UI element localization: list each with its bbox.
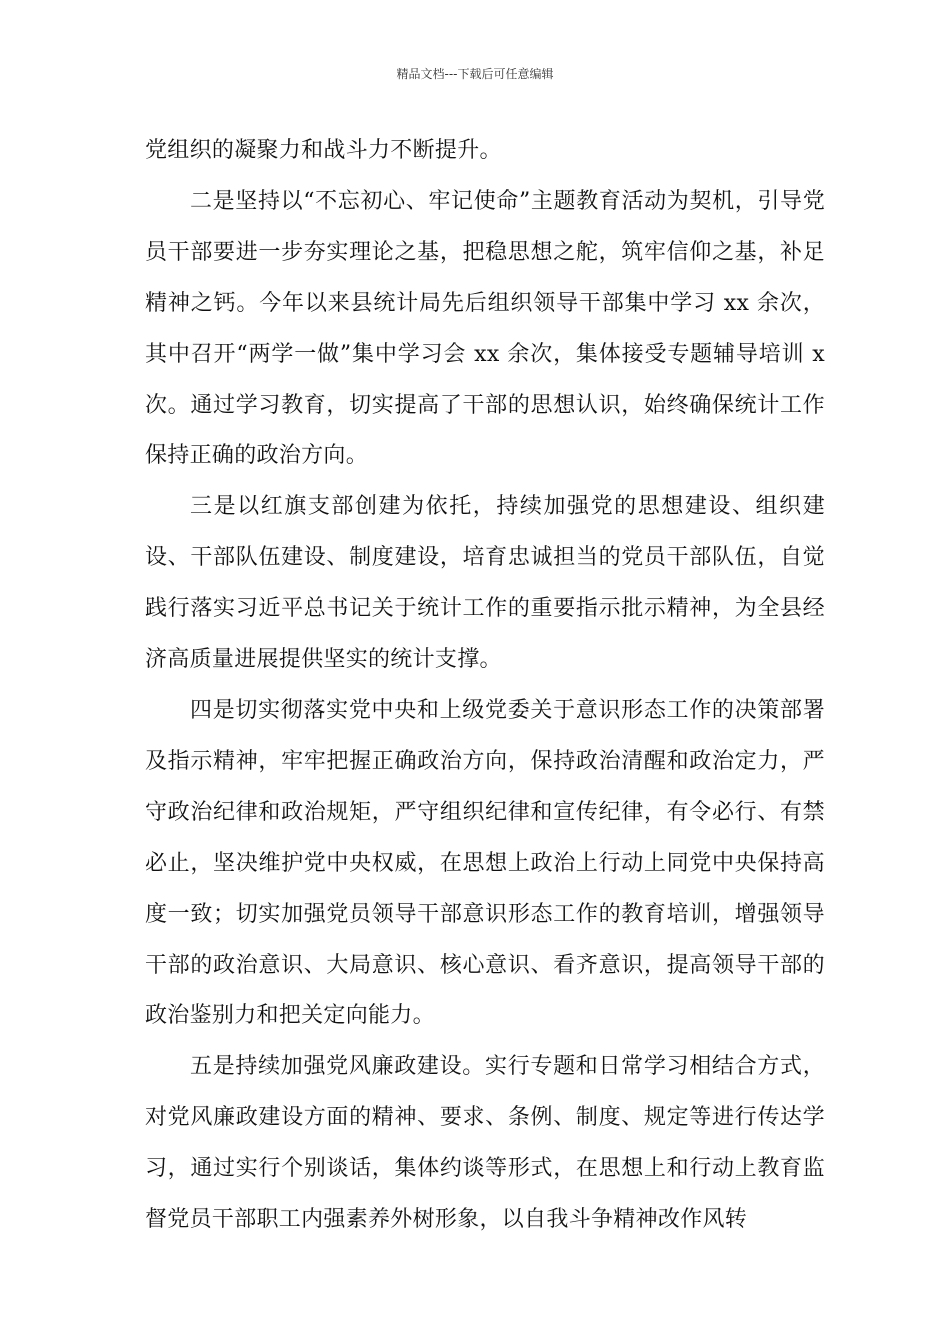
paragraph-point-three: 三是以红旗支部创建为依托，持续加强党的思想建设、组织建设、干部队伍建设、制度建设，培育忠诚担当的党员干部队伍，自觉践行落实习近平总书记关于统计工作的重要指示批示精神，为全县经济高质量进展提供坚实的统计支撑。 [145, 494, 825, 673]
paragraph-point-four: 四是切实彻落实党中央和上级党委关于意识形态工作的决策部署及指示精神，牢牢把握正确政治方向，保持政治清醒和政治定力，严守政治纪律和政治规矩，严守组织纪律和宣传纪律，有令必行、有禁必止，坚决维护党中央权威，在思想上政治上行动上同党中央保持高度一致；切实加强党员领导干部意识形态工作的教育培训，增强领导干部的政治意识、大局意识、核心意识、看齐意识，提高领导干部的政治鉴别力和把关定向能力。 [145, 697, 825, 1029]
paragraph-continuation: 党组织的凝聚力和战斗力不断提升。 [145, 138, 502, 163]
document-body [145, 126, 825, 1246]
paragraph-point-two: 二是坚持以“不忘初心、牢记使命”主题教育活动为契机，引导党员干部要进一步夯实理论之基，把稳思想之舵，筑牢信仰之基，补足精神之钙。今年以来县统计局先后组织领导干部集中学习 xx 余次，其中召开“两学一做”集中学习会 xx 余次，集体接受专题辅导培训 x 次。通过学习教育，切实提高了干部的思想认识，始终确保统计工作保持正确的政治方向。 [145, 188, 825, 469]
page-header: 精品文档---下载后可任意编辑 [396, 67, 554, 81]
paragraph-point-five: 五是持续加强党风廉政建设。实行专题和日常学习相结合方式，对党风廉政建设方面的精神、要求、条例、制度、规定等进行传达学习，通过实行个别谈话，集体约谈等形式，在思想上和行动上教育监督党员干部职工内强素养外树形象，以自我斗争精神改作风转 [145, 1054, 825, 1233]
